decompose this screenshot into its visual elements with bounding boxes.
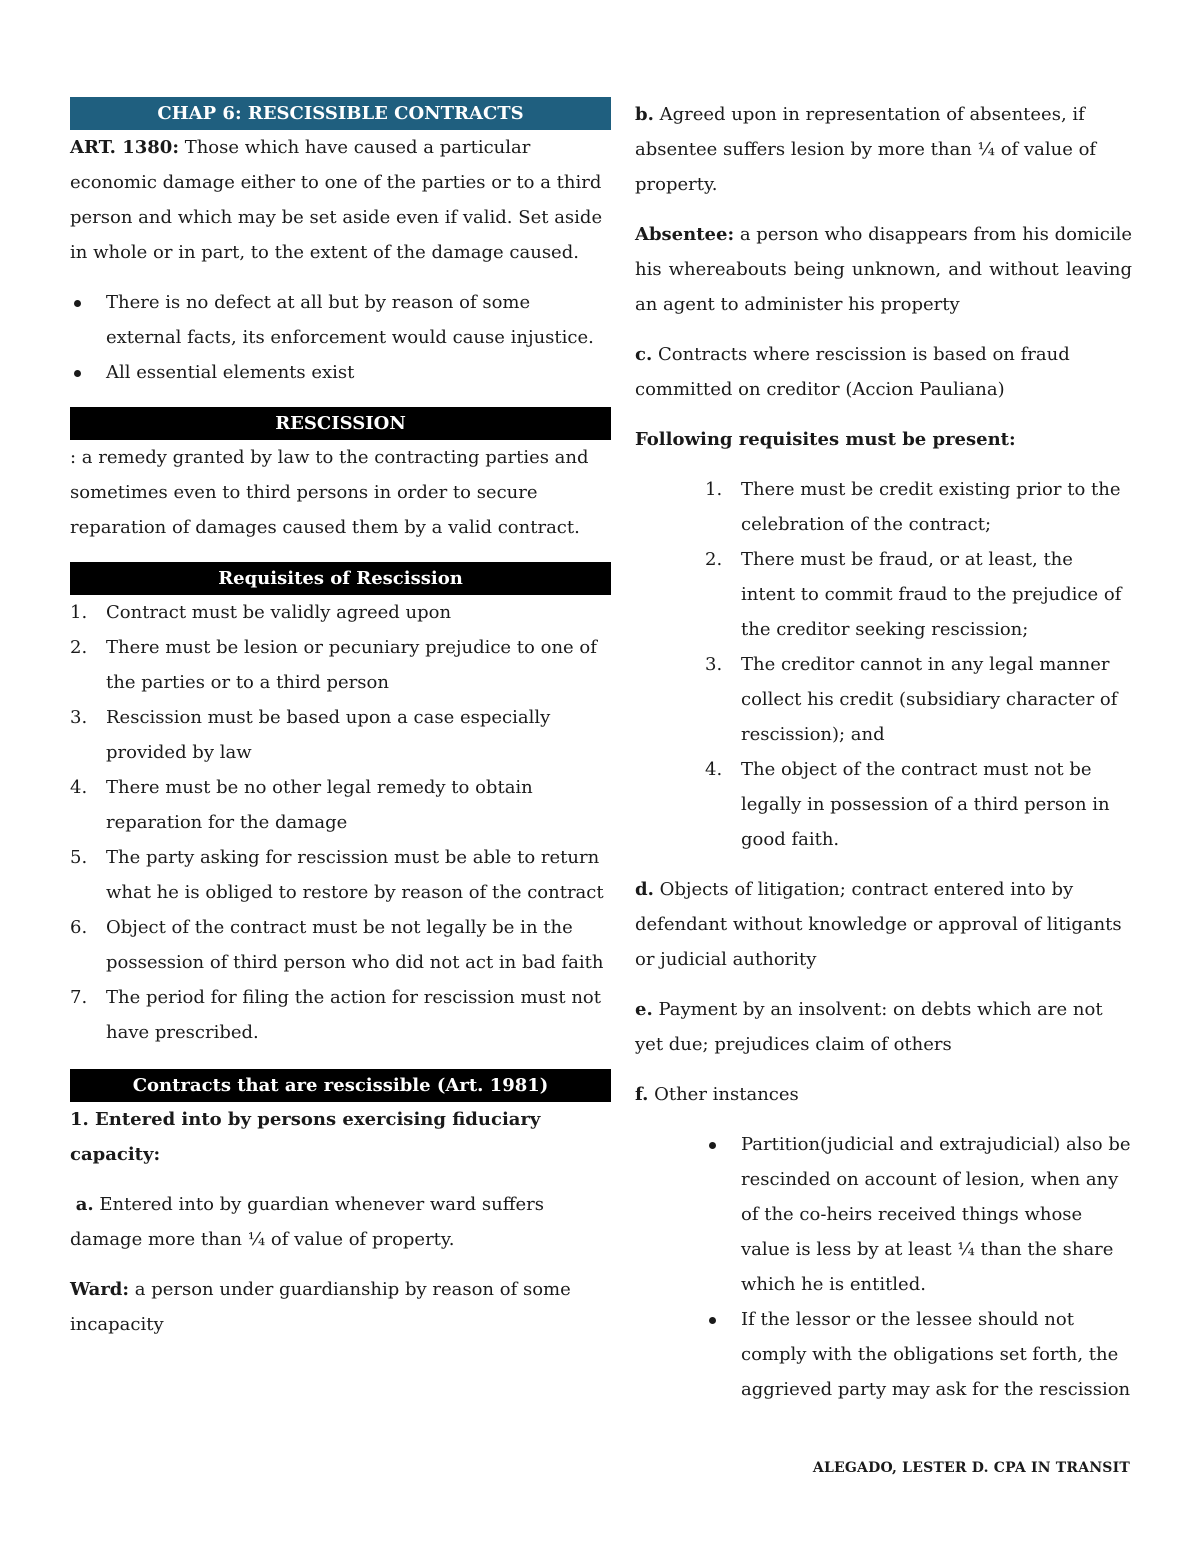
bullet-icon <box>74 300 81 307</box>
list-item: There is no defect at all but by reason of some external facts, its enforcement would cause injustice. <box>70 285 611 355</box>
ward-definition: Ward: a person under guardianship by reason of some incapacity <box>70 1279 571 1335</box>
chapter-header: CHAP 6: RESCISSIBLE CONTRACTS <box>70 97 611 130</box>
list-item: Partition(judicial and extrajudicial) also be rescinded on account of lesion, when any of the co-heirs received things whose value is less by at least ¼ than the share which he is entitled. <box>705 1127 1132 1302</box>
list-item: 3. Rescission must be based upon a case especially provided by law <box>70 707 551 763</box>
art-label: ART. 1380: <box>70 137 179 158</box>
list-item: 2. There must be fraud, or at least, the intent to commit fraud to the prejudice of the creditor seeking rescission; <box>705 549 1122 640</box>
rescission-header: RESCISSION <box>70 407 611 440</box>
item-d-paragraph: d. Objects of litigation; contract entered into by defendant without knowledge or approval of litigants or judicial authority <box>635 879 1122 970</box>
list-item: All essential elements exist <box>70 355 611 390</box>
requisites-header: Requisites of Rescission <box>70 562 611 595</box>
author-footer: ALEGADO, LESTER D. CPA IN TRANSIT <box>812 1460 1130 1476</box>
rescissible-contracts-header: Contracts that are rescissible (Art. 1981) <box>70 1069 611 1102</box>
art-1380-paragraph <box>70 130 611 270</box>
item-a-paragraph: a. Entered into by guardian whenever ward suffers damage more than ¼ of value of property. <box>70 1194 544 1250</box>
list-item: 4. The object of the contract must not be legally in possession of a third person in good faith. <box>705 759 1110 850</box>
item-f-paragraph: f. Other instances <box>635 1084 799 1105</box>
creditor-requisites-list <box>635 472 1132 857</box>
bullet-icon <box>709 1142 716 1149</box>
list-item: If the lessor or the lessee should not comply with the obligations set forth, the aggrieved party may ask for the rescission <box>705 1302 1132 1407</box>
bullet-icon <box>74 370 81 377</box>
list-item: 2. There must be lesion or pecuniary prejudice to one of the parties or to a third person <box>70 637 597 693</box>
art-bullets <box>70 285 611 390</box>
following-requisites-heading: Following requisites must be present: <box>635 429 1016 450</box>
item-e-paragraph: e. Payment by an insolvent: on debts which are not yet due; prejudices claim of others <box>635 999 1103 1055</box>
fiduciary-heading: 1. Entered into by persons exercising fiduciary capacity: <box>70 1109 541 1165</box>
list-item: 1. Contract must be validly agreed upon <box>70 602 452 623</box>
absentee-definition: Absentee: a person who disappears from his domicile his whereabouts being unknown, and without leaving an agent to administer his property <box>635 224 1132 315</box>
item-c-paragraph: c. Contracts where rescission is based on fraud committed on creditor (Accion Pauliana) <box>635 344 1070 400</box>
left-column <box>70 97 611 1342</box>
requisites-list <box>70 595 611 1050</box>
right-column <box>635 97 1132 1407</box>
list-item: 7. The period for filing the action for rescission must not have prescribed. <box>70 987 601 1043</box>
list-item: 3. The creditor cannot in any legal manner collect his credit (subsidiary character of rescission); and <box>705 654 1118 745</box>
list-item: 6. Object of the contract must be not legally be in the possession of third person who did not act in bad faith <box>70 917 604 973</box>
list-item: 5. The party asking for rescission must be able to return what he is obliged to restore by reason of the contract <box>70 847 604 903</box>
list-item: 4. There must be no other legal remedy to obtain reparation for the damage <box>70 777 533 833</box>
rescission-definition: : a remedy granted by law to the contracting parties and sometimes even to third persons in order to secure reparation of damages caused them by a valid contract. <box>70 447 589 538</box>
other-instances-bullets <box>635 1127 1132 1407</box>
item-b-paragraph: b. Agreed upon in representation of absentees, if absentee suffers lesion by more than ¼ of value of property. <box>635 104 1097 195</box>
art-text: Those which have caused a particular economic damage either to one of the parties or to a third person and which may be set aside even if valid. Set aside in whole or in part, to the extent of the damage caused. <box>70 137 603 263</box>
list-item: 1. There must be credit existing prior to the celebration of the contract; <box>705 479 1121 535</box>
bullet-icon <box>709 1317 716 1324</box>
